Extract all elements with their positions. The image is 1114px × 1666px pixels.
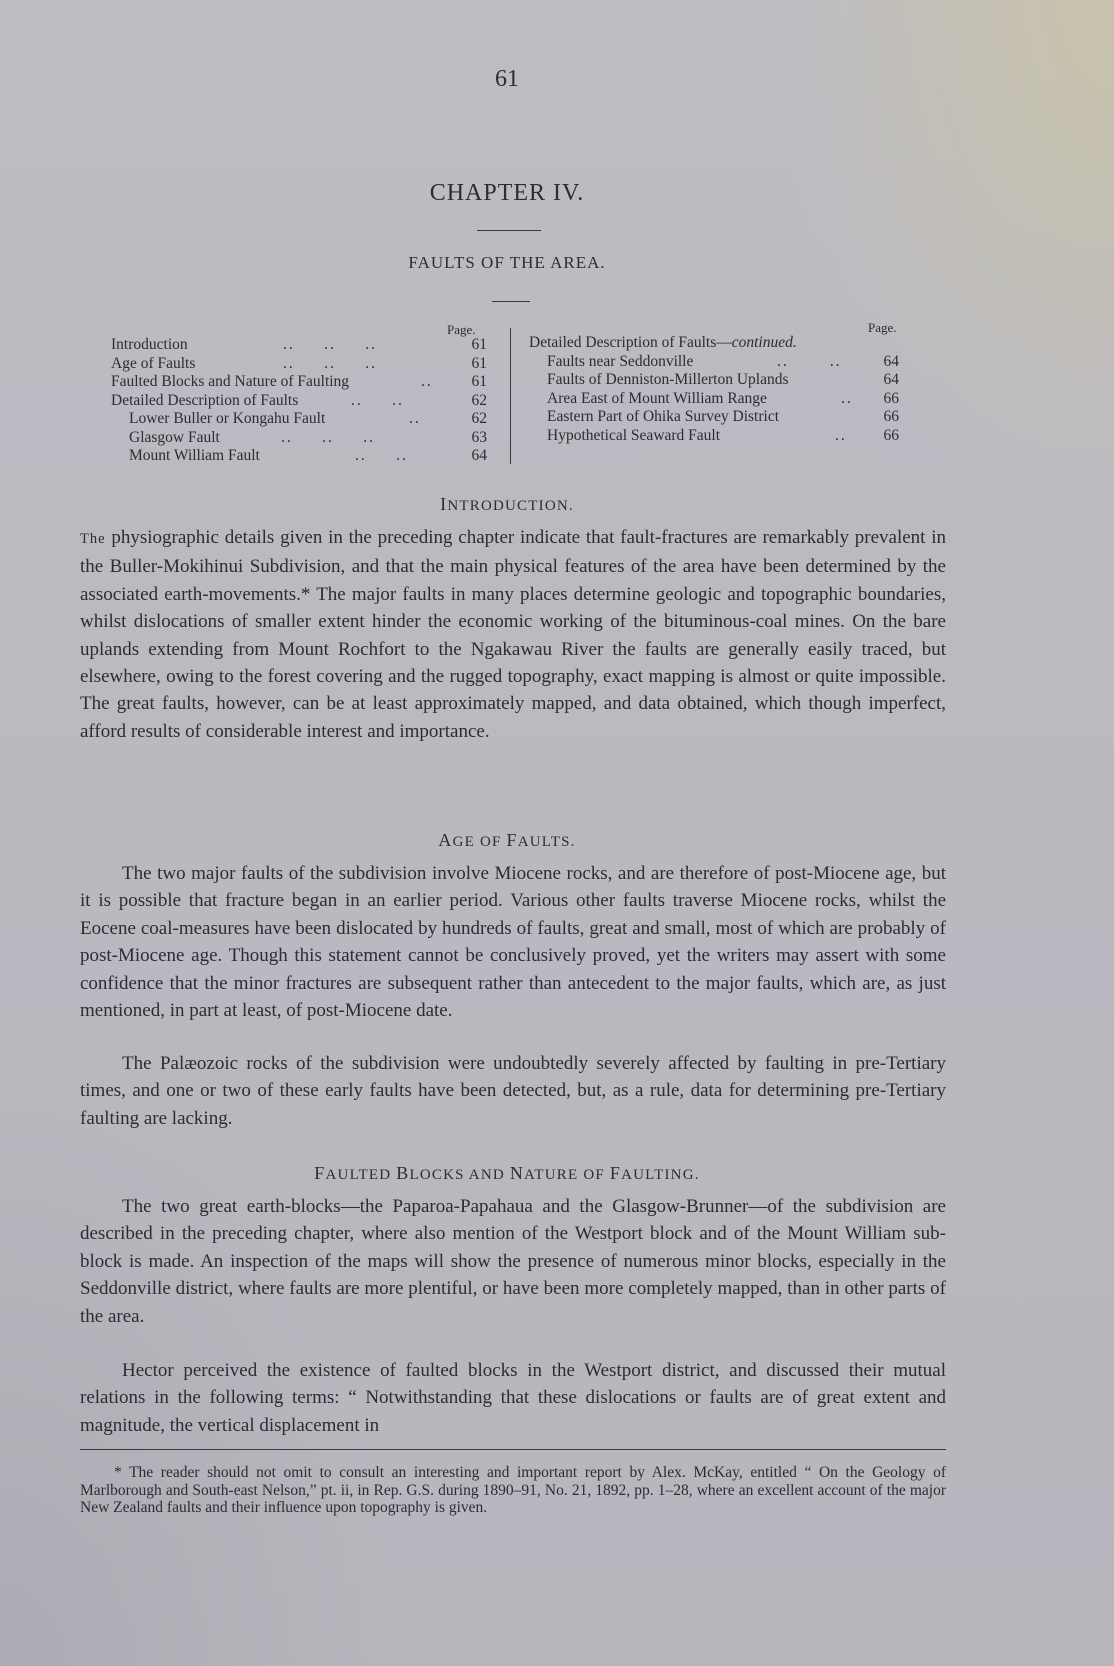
paragraph-blocks-1: The two great earth-blocks—the Paparoa-Papahaua and the Glasgow-Brunner—of the subdivision are described in the preceding chapter, where also mention of the Westport block and of the Mount William sub-block is made. An inspection of the maps will show the presence of numerous minor blocks, especially in the Seddonville district, where faults are more plentiful, or have been more completely mapped, than in other parts of the area. [80, 1196, 946, 1327]
toc-left-page-header: Page. [447, 322, 476, 337]
toc-right-header-continued: continued. [731, 334, 797, 351]
heading-rest: LOCKS AND [409, 1167, 510, 1183]
toc-leader: .. [409, 410, 421, 427]
toc-item [529, 371, 899, 390]
toc-item-page: 66 [883, 408, 899, 425]
footnote: * The reader should not omit to consult an interesting and important report by Alex. McKay, entitled “ On the Geology of Marlborough and South-east Nelson,” pt. ii, in Rep. G.S. during 1890–91, No. 21, 1892, pp. 1–28, where an excellent account of the major New Zealand faults and their influence upon topography is given. [80, 1464, 946, 1516]
toc-item [111, 410, 487, 429]
paragraph-text: physiographic details given in the preceding chapter indicate that fault-fractures are remarkably prevalent in the Buller-Mokihinui Subdivision, and that the main physical features of the area have been determined by the associated earth-movements.* The major faults in many places determine geologic and topographic boundaries, whilst dislocations of smaller extent hinder the economic working of the bituminous-coal mines. On the bare uplands extending from Mount Rochfort to the Ngakawau River the faults are generally easily traced, but elsewhere, owing to the forest covering and the rugged topography, exact mapping is almost or quite impossible. The great faults, however, can be at least approximately mapped, and data obtained, which though imperfect, afford results of considerable interest and importance. [80, 527, 946, 742]
toc-item [111, 355, 487, 374]
heading-age-of-faults [0, 830, 1014, 851]
toc-leader: .. .. .. [283, 354, 377, 372]
toc-item-page: 61 [471, 336, 487, 353]
toc-item-page: 61 [471, 373, 487, 390]
paragraph-age-1: The two major faults of the subdivision involve Miocene rocks, and are therefore of post-Miocene age, but it is possible that fracture began in an earlier period. Various other faults traverse Miocene rocks, whilst the Eocene coal-measures have been dislocated by hundreds of faults, great and small, most of which are probably of post-Miocene age. Though this statement cannot be conclusively proved, yet the writers may assert with some confidence that the minor fractures are subsequent rather than antecedent to the major faults, which are, as just mentioned, in part at least, of post-Miocene date. [80, 863, 946, 1022]
toc-right-header [529, 334, 899, 353]
toc-item [111, 336, 487, 355]
heading-introduction [0, 494, 1014, 515]
toc-item [529, 390, 899, 409]
page-number: 61 [495, 66, 519, 92]
footnote-rule [80, 1449, 946, 1450]
heading-initial: F [609, 1163, 622, 1183]
toc-item-label: Hypothetical Seaward Fault [547, 426, 721, 444]
paragraph-introduction [80, 524, 946, 745]
toc-leader: .. .. [777, 352, 842, 370]
heading-rest: AULTING. [621, 1167, 700, 1183]
toc-right-header-text [529, 334, 797, 353]
toc-leader: .. .. [355, 447, 408, 464]
toc-right [529, 334, 899, 445]
toc-right-header-label: Detailed Description of Faults— [529, 334, 732, 351]
toc-item-page: 66 [883, 389, 899, 407]
heading-rest: GE OF [452, 834, 507, 850]
toc-item-page: 61 [471, 354, 487, 372]
toc-item-label: Age of Faults [111, 354, 196, 372]
toc-item [529, 353, 899, 372]
heading-initial: B [396, 1163, 410, 1183]
toc-item-label: Eastern Part of Ohika Survey District [547, 408, 780, 425]
heading-faulted-blocks [0, 1163, 1014, 1184]
lead-word: The [80, 531, 106, 547]
toc-item-label: Detailed Description of Faults [111, 391, 299, 409]
toc-item-page: 66 [883, 426, 899, 444]
heading-initial: F [314, 1163, 326, 1183]
chapter-title: CHAPTER IV. [429, 180, 585, 206]
toc-item [111, 429, 487, 448]
toc-item-page: 62 [471, 391, 487, 409]
toc-item-page: 64 [883, 352, 899, 370]
toc-item [529, 427, 899, 446]
paragraph-age-2: The Palæozoic rocks of the subdivision were undoubtedly severely affected by faulting in pre-Tertiary times, and one or two of these early faults have been detected, but, as a rule, data for determining pre-Tertiary faulting are lacking. [80, 1053, 946, 1129]
toc-item [529, 408, 899, 427]
toc-leader: .. [841, 389, 853, 407]
toc-left [111, 336, 487, 466]
section-title: FAULTS OF THE AREA. [408, 253, 606, 272]
toc-item-label: Faulted Blocks and Nature of Faulting [111, 373, 350, 390]
heading-initial: F [506, 830, 518, 850]
toc-item [111, 447, 487, 466]
toc-item-label: Introduction [111, 336, 188, 353]
toc-item [111, 373, 487, 392]
heading-rest: AULTS. [517, 834, 576, 850]
paragraph-blocks-2: Hector perceived the existence of faulted blocks in the Westport district, and discussed their mutual relations in the following terms: “ Notwithstanding that these dislocations or faults are of great extent and magnitude, the vertical displacement in [80, 1360, 946, 1436]
toc-item-label: Mount William Fault [129, 447, 260, 464]
heading-initial: A [438, 830, 453, 850]
heading-rest: NTRODUCTION. [447, 498, 574, 514]
section-rule [492, 301, 530, 302]
toc-item-page: 62 [471, 410, 487, 427]
toc-leader: .. [421, 373, 433, 390]
toc-leader: .. [835, 426, 847, 444]
chapter-rule [477, 230, 541, 231]
toc-right-page-header: Page. [868, 320, 897, 335]
toc-column-divider [510, 328, 511, 464]
toc-item-page: 64 [471, 447, 487, 464]
toc-item-page: 63 [471, 428, 487, 446]
heading-rest: AULTED [325, 1167, 397, 1183]
toc-item-page: 64 [883, 371, 899, 388]
heading-initial: N [509, 1163, 525, 1183]
toc-leader: .. .. [351, 391, 404, 409]
heading-initial: I [440, 494, 448, 514]
toc-item-label: Lower Buller or Kongahu Fault [129, 410, 326, 427]
toc-item-label: Faults near Seddonville [547, 352, 694, 370]
toc-item-label: Faults of Denniston-Millerton Uplands [547, 371, 789, 388]
toc-leader: .. .. .. [283, 336, 377, 353]
heading-rest: ATURE OF [524, 1167, 610, 1183]
toc-item [111, 392, 487, 411]
toc-leader: .. .. .. [281, 428, 375, 446]
toc-item-label: Area East of Mount William Range [547, 389, 767, 407]
toc-item-label: Glasgow Fault [129, 428, 220, 446]
